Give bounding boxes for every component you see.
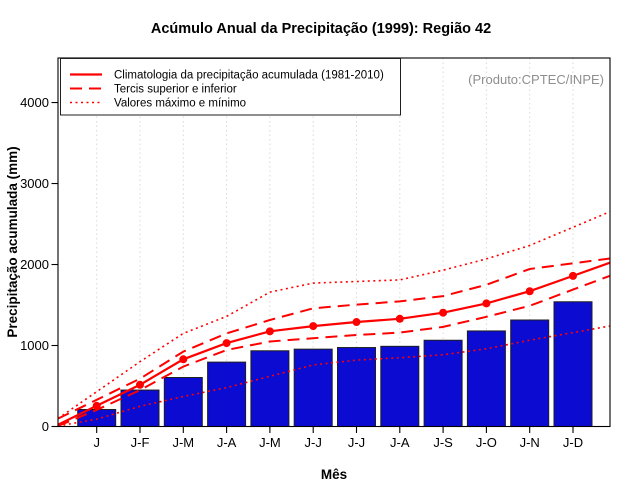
climatology-point: [396, 315, 404, 323]
y-tick-label: 4000: [20, 95, 49, 111]
y-tick-label: 2000: [20, 257, 49, 273]
x-tick-label: J-M: [259, 435, 281, 450]
y-axis-label: Precipitação acumulada (mm): [5, 146, 20, 338]
x-tick-label: J-O: [475, 435, 497, 450]
y-tick-label: 3000: [20, 176, 49, 192]
x-tick-label: J-S: [433, 435, 453, 450]
climatology-point: [136, 381, 144, 389]
legend: [61, 59, 401, 116]
x-tick-label: J-N: [519, 435, 540, 450]
producer-watermark: (Produto:CPTEC/INPE): [468, 72, 604, 87]
precipitation-bar: [424, 340, 462, 426]
x-tick-label: J-F: [130, 435, 150, 450]
climatology-point: [569, 272, 577, 280]
precipitation-bar: [511, 320, 549, 427]
climatology-point: [439, 309, 447, 317]
climatology-point: [179, 355, 187, 363]
x-tick-label: J: [93, 435, 100, 450]
legend-item-max-min: Valores máximo e mínimo: [114, 97, 247, 110]
climatology-point: [353, 318, 361, 326]
bars-layer: [78, 302, 592, 427]
precipitation-bar: [208, 362, 246, 426]
precipitation-bar: [164, 378, 202, 427]
climatology-point: [266, 327, 274, 335]
x-tick-label: J-A: [216, 435, 237, 450]
y-tick-label: 0: [41, 419, 49, 434]
x-tick-label: J-M: [172, 435, 195, 450]
precipitation-bar: [294, 349, 332, 426]
climatology-point: [309, 322, 317, 330]
x-axis-label: Mês: [320, 467, 348, 482]
precipitation-bar: [554, 302, 592, 427]
x-tick-label: J-J: [304, 435, 322, 450]
y-tick-label: 1000: [20, 338, 49, 354]
legend-item-terciles: Tercis superior e inferior: [114, 83, 237, 96]
chart-title: Acúmulo Anual da Precipitação (1999): Região 42: [150, 21, 492, 37]
x-tick-label: J-D: [562, 435, 584, 450]
x-tick-label: J-J: [347, 435, 366, 450]
precipitation-bar: [121, 390, 159, 426]
precipitation-bar: [251, 351, 289, 427]
climatology-point: [482, 299, 490, 307]
legend-item-climatology: Climatologia da precipitação acumulada (1981-2010): [114, 69, 384, 82]
climatology-point: [526, 287, 534, 295]
x-tick-label: J-A: [390, 435, 410, 450]
precipitation-bar: [467, 331, 505, 427]
climatology-point: [223, 339, 231, 347]
